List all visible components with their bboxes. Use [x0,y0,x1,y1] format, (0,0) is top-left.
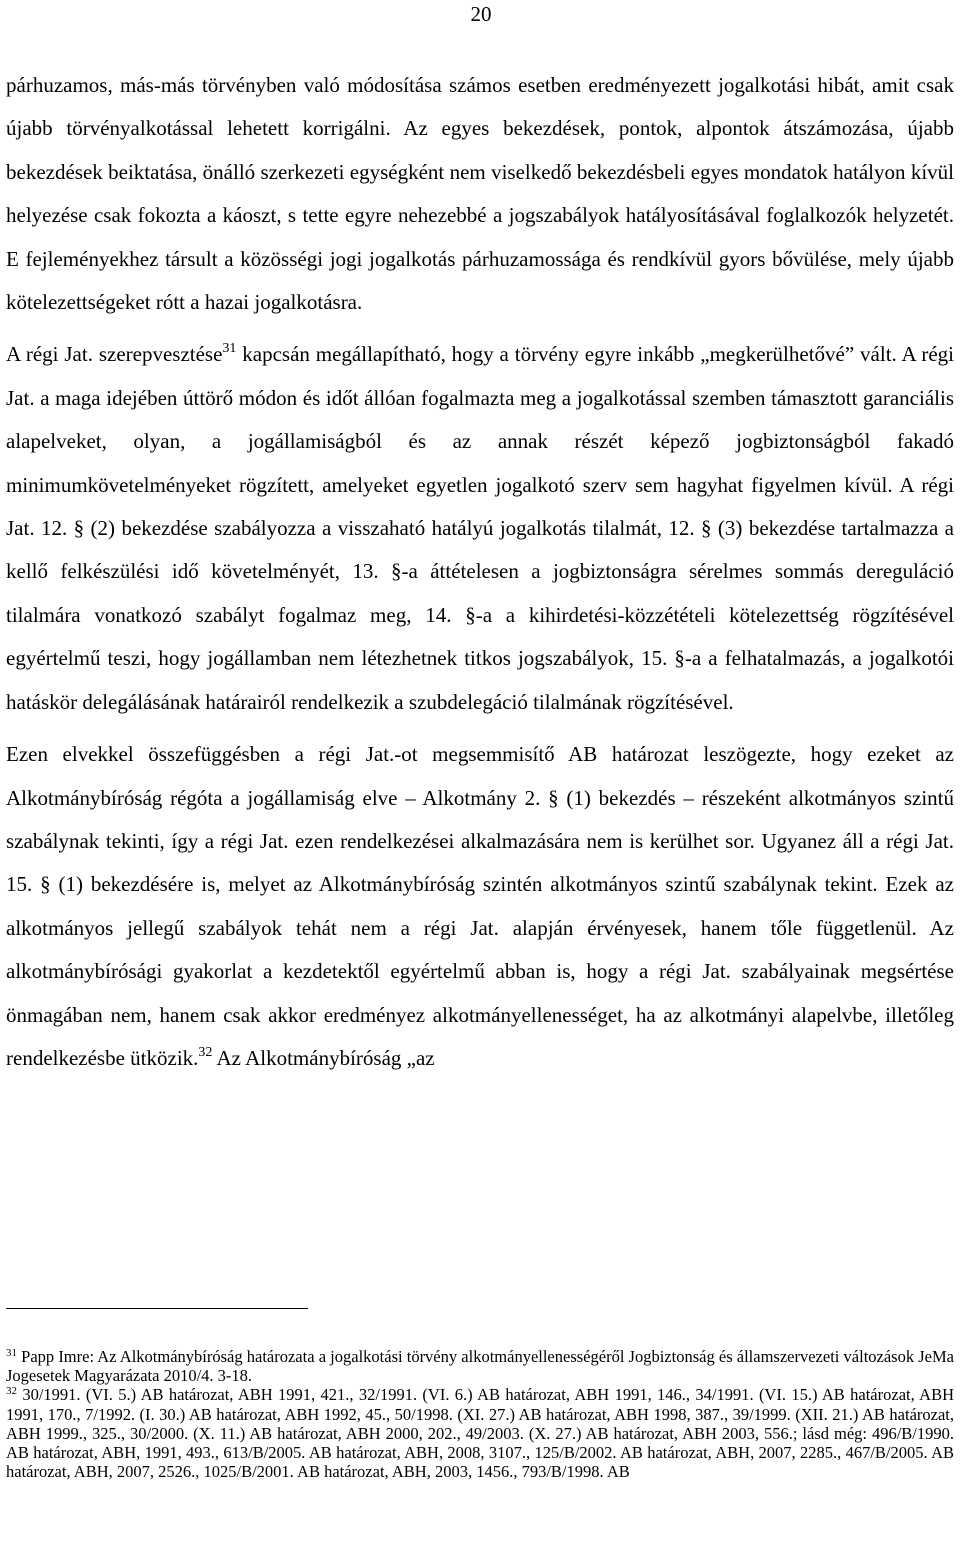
paragraph-3-rest: Az Alkotmánybíróság „az [212,1045,435,1070]
paragraph-2-start: A régi Jat. szerepvesztése [6,342,223,367]
footnote-text: Papp Imre: Az Alkotmánybíróság határozata a jogalkotási törvény alkotmányellenességéről Jogbiztonság és államszervezeti változások JeMa Jogesetek Magyarázata 2010/4. 3-18. [6,1347,954,1386]
footnote-number: 32 [6,1385,17,1398]
paragraph-2 [6,333,954,724]
paragraph-3-start: Ezen elvekkel összefüggésben a régi Jat.-ot megsemmisítő AB határozat leszögezte, hogy ezeket az Alkotmánybíróság régóta a jogállamiság elve – Alkotmány 2. § (1) bekezdés – részeként alkotmányos szintű szabálynak tekinti, így a régi Jat. ezen rendelkezései alkalmazására nem is kerülhet sor. Ugyanez áll a régi Jat. 15. § (1) bekezdésére is, melyet az Alkotmánybíróság szintén alkotmányos szintű szabálynak tekint. Ezek az alkotmányos jellegű szabályok tehát nem a régi Jat. alapján érvényesek, hanem tőle függetlenül. Az alkotmánybírósági gyakorlat a kezdetektől egyértelmű abban is, hogy a régi Jat. szabályainak megsértése önmagában nem, hanem csak akkor eredményez alkotmányellenességet, ha az alkotmányi alapelvbe, illetőleg rendelkezésbe ütközik. [6,742,954,1070]
paragraph-1: párhuzamos, más-más törvényben való módosítása számos esetben eredményezett jogalkotási hibát, amit csak újabb törvényalkotással lehetett korrigálni. Az egyes bekezdések, pontok, alpontok átszámozása, újabb bekezdések beiktatása, önálló szerkezeti egységként nem viselkedő bekezdésbeli egyes mondatok hatályon kívül helyezése csak fokozta a káoszt, s tette egyre nehezebbé a jogszabályok hatályosításával foglalkozók helyzetét. E fejleményekhez társult a közösségi jogi jogalkotás párhuzamossága és rendkívül gyors bővülése, mely újabb kötelezettségeket rótt a hazai jogalkotásra. [6,73,954,315]
footnotes [6,1347,954,1481]
paragraph-2-rest: kapcsán megállapítható, hogy a törvény egyre inkább „megkerülhetővé” vált. A régi Jat. a maga idejében úttörő módon és időt állóan fogalmazta meg a jogalkotással szemben támasztott garanciális alapelveket, olyan, a jogállamiságból és az annak részét képező jogbiztonságból fakadó minimumkövetelményeket rögzített, amelyeket egyetlen jogalkotó szerv sem hagyhat figyelmen kívül. A régi Jat. 12. § (2) bekezdése szabályozza a visszaható hatályú jogalkotás tilalmát, 12. § (3) bekezdése tartalmazza a kellő felkészülési idő követelményét, 13. §-a áttételesen a jogbiztonságra sérelmes sommás dereguláció tilalmára vonatkozó szabályt fogalmaz meg, 14. §-a a kihirdetési-közzétételi kötelezettség rögzítésével egyértelmű teszi, hogy jogállamban nem létezhetnek titkos jogszabályok, 15. §-a a felhatalmazás, a jogalkotói hatáskör delegálásának határairól rendelkezik a szubdelegáció tilalmának rögzítésével. [6,342,955,714]
footnote-31 [6,1347,954,1385]
footnote-separator [6,1308,308,1309]
footnote-number: 31 [6,1347,17,1359]
footnote-text: 30/1991. (VI. 5.) AB határozat, ABH 1991, 421., 32/1991. (VI. 6.) AB határozat, ABH 1991, 146., 34/1991. (VI. 15.) AB határozat, ABH 1991, 170., 7/1992. (I. 30.) AB határozat, ABH 1992, 45., 50/1998. (XI. 27.) AB határozat, ABH 1998, 387., 39/1999. (XII. 21.) AB határozat, ABH 1999., 325., 30/2000. (X. 11.) AB határozat, ABH 2000, 202., 49/2003. (X. 27.) AB határozat, ABH 2003, 556.; lásd még: 496/B/1990. AB határozat, ABH, 1991, 493., 613/B/2005. AB határozat, ABH, 2008, 3107., 125/B/2002. AB határozat, ABH, 2007, 2285., 467/B/2005. AB határozat, ABH, 2007, 2526., 1025/B/2001. AB határozat, ABH, 2003, 1456., 793/B/1998. AB [6,1385,954,1482]
body-text [6,64,954,1080]
page-number: 20 [470,2,492,26]
footnote-ref-31[interactable]: 31 [222,341,237,357]
footnote-ref-32[interactable]: 32 [198,1044,213,1060]
footnote-32 [6,1385,954,1481]
paragraph-3 [6,733,954,1080]
